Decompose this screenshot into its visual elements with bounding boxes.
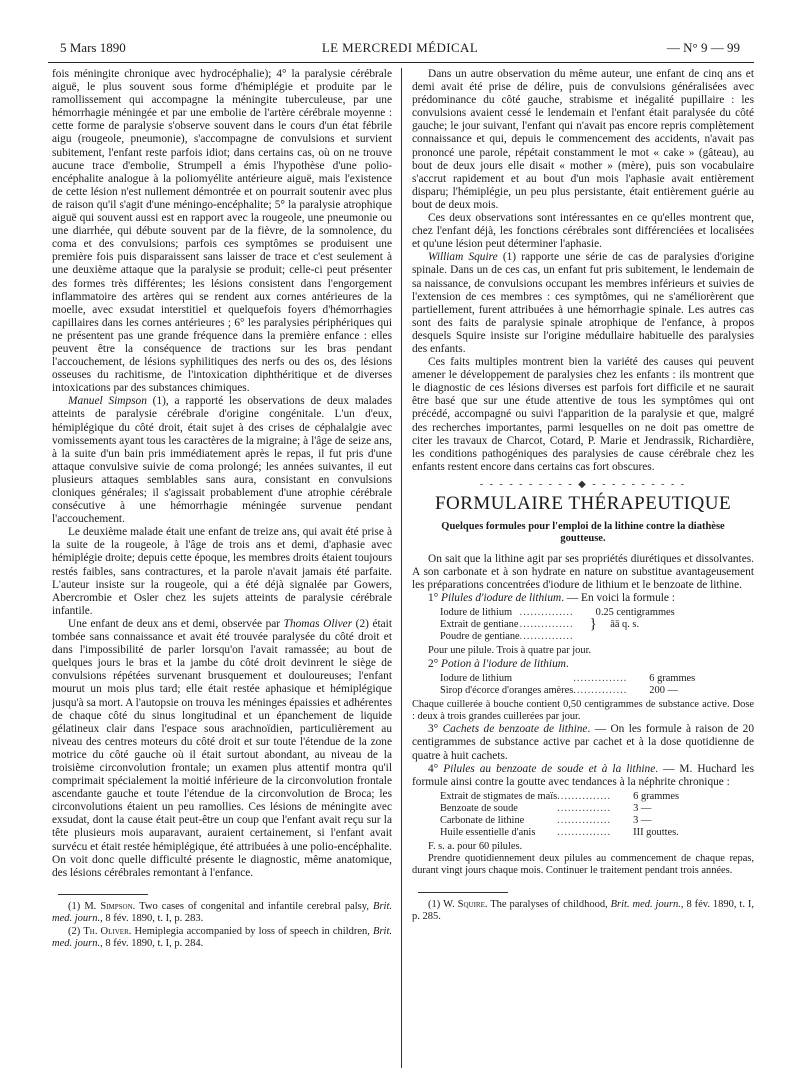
paragraph-lead: Une enfant de deux ans et demi, observée par bbox=[68, 617, 284, 630]
paragraph-conclusion: Ces faits multiples montrent bien la variété des causes qui peuvent amener le développement de paralysies chez les enfants : ils montrent que le diagnostic de ces lésions diverses est parfois fort difficile et ne saurait être basé que sur une étude attentive de tous les symptômes qui ont précédé, accompagné ou suivi l'apparition de la paralysie et que, malgré des recherches importantes, parmi lesquelles on ne doit pas omettre de citer les travaux de Charcot, Cotard, P. Marie et Jendrassik, Richardière, les conditions pathogéniques des paralysies de cause cérébrale chez les enfants restent encore dans certains cas fort obscures. bbox=[412, 356, 754, 473]
formula-row: Benzoate de soude ............... 3 — bbox=[440, 802, 652, 814]
footnote-1: (1) W. Squire. The paralyses of childhood, Brit. med. journ., 8 fév. 1890, t. I, p. 285. bbox=[412, 898, 754, 923]
formula-4-table bbox=[440, 791, 679, 839]
formula-4-heading: 4° Pilules au benzoate de soude et à la lithine. — M. Huchard les formule ainsi contre la goutte avec tendances à la néphrite chronique : bbox=[412, 762, 754, 788]
left-column bbox=[52, 68, 392, 1048]
formula-1-note: Pour une pilule. Trois à quatre par jour. bbox=[428, 645, 592, 657]
formula-3: 3° Cachets de benzoate de lithine. — On les formule à raison de 20 centigrammes de substance active par cachet et à la dose quotidienne de quatre à huit cachets. bbox=[412, 723, 754, 762]
formula-row: Sirop d'écorce d'oranges amères ............... 200 — bbox=[440, 684, 678, 696]
section-title: FORMULAIRE THÉRAPEUTIQUE bbox=[434, 493, 732, 514]
header-rule bbox=[48, 62, 754, 63]
formula-row: Carbonate de lithine ............... 3 — bbox=[440, 814, 652, 826]
brace-glyph: } bbox=[589, 616, 597, 633]
paragraph-intro: On sait que la lithine agit par ses propriétés diurétiques et dissolvantes. A son carbonate et à son hydrate en nature on substitue avantageusement les préparations concentrées d'iodure de lithium et le benzoate de lithine. bbox=[412, 553, 754, 592]
formula-row: Extrait de gentiane ............... } āā q. s. bbox=[440, 619, 675, 631]
paragraph-text: (1), a rapporté les observations de deux malades atteints de paralysie cérébrale d'origine congénitale. L'un d'eux, hémiplégique du côté droit, était sujet à des crises de céphalalgie avec vomissements ayant tous les caractères de la migraine; à l'âge de seize ans, à la suite d'un bain pris immédiatement après le repas, il fut pris d'une attaque convulsive suivie de coma prolongé; les années suivantes, il eut plusieurs attaques semblables sans aura, consistant en convulsions cloniques générales; il s'agissait probablement d'une atrophie cérébrale consécutive à une hémorrhagie méningée survenue pendant l'accouchement. bbox=[52, 395, 392, 526]
formula-row: Iodure de lithium ............... 0.25 centigrammes bbox=[440, 607, 675, 619]
section-subtitle: Quelques formules pour l'emploi de la lithine contre la diathèse goutteuse. bbox=[441, 521, 725, 544]
author-name: William Squire bbox=[428, 251, 498, 264]
right-column bbox=[412, 68, 754, 1068]
paragraph-second-patient: Le deuxième malade était une enfant de treize ans, qui avait été prise à la suite de la rougeole, à l'âge de trois ans et demi, d'aphasie avec hémiplégie droite; depuis cette époque, les membres droits étaient toujours restés faibles, sans contractures, et la parole n'avait jamais été parfaite. L'auteur insiste sur la rougeole, qui a été déjà signalée par Gowers, Abercrombie et Osler chez les sujets atteints de paralysie cérébrale infantile. bbox=[52, 526, 392, 617]
formula-row: Iodure de lithium ............... 6 grammes bbox=[440, 672, 696, 684]
paragraph-squire bbox=[412, 251, 754, 356]
formula-row: Extrait de stigmates de maïs ............... 6 grammes bbox=[440, 790, 680, 802]
footnote-1: (1) M. Simpson. Two cases of congenital and infantile cerebral palsy, Brit. med. journ., 8 fév. 1890, t. I, p. 283. bbox=[52, 900, 392, 925]
footnotes-left bbox=[52, 901, 392, 951]
formula-2-note: Chaque cuillerée à bouche contient 0,50 centigrammes de substance active. Dose : deux à trois grandes cuillerées par jour. bbox=[412, 698, 754, 723]
footnotes-right bbox=[412, 899, 754, 924]
formula-1-heading: 1° Pilules d'iodure de lithium. — En voici la formule : bbox=[428, 592, 675, 605]
column-divider bbox=[401, 68, 402, 1068]
journal-title: LE MERCREDI MÉDICAL bbox=[321, 40, 479, 55]
formula-2-heading: 2° Potion à l'iodure de lithium. bbox=[428, 657, 569, 670]
formula-row: Huile essentielle d'anis ............... III gouttes. bbox=[440, 826, 679, 838]
formula-2-table bbox=[440, 673, 695, 697]
formula-4-note: Prendre quotidiennement deux pilules au commencement de chaque repas, durant vingt jours chaque mois. Continuer le traitement pendant trois années. bbox=[412, 853, 754, 877]
paragraph-paralysis-types: fois méningite chronique avec hydrocéphalie); 4° la paralysie cérébrale aiguë, le plus souvent sous forme d'hémiplégie et produite par le ramollissement qui accompagne la méningite tuberculeuse, par une hémorrhagie méningée et par une embolie de l'artère cérébrale moyenne : cette forme de paralysie s'observe souvent dans le cours d'un état fébrile aigu (rougeole, pneumonie), s'accompagne de convulsions et survient subitement, l'enfant reste parfois idiot; dans certains cas, où on ne trouve aucune trace d'embolie, Strumpell a émis l'hypothèse d'une polio-encéphalite analogue à la poliomyélite antérieure aiguë, mais l'existence de cette lésion n'est nullement démontrée et on pourrait soutenir avec plus de raison qu'il s'agit d'une méningo-encéphalite; 5° la paralysie atrophique aiguë qui souvent aussi est en rapport avec la rougeole, une pneumonie ou une diarrhée, qui débute souvent par de la fièvre, de la somnolence, du coma et des convulsions; parfois ces symptômes se produisent une première fois puis disparaissent sans laisser de trace et c'est seulement à une deuxième attaque que la paralysie se produit; celle-ci peut présenter des formes très différentes; les lésions consistent dans l'engorgement inflammatoire des artères qui se rendent aux cornes antérieures de la moelle, avec exsudat interstitiel et quelquefois foyers d'hémorrhagies capillaires dans les cornes antérieures ; 6° les paralysies périphériques qui ne présentent pas une grande fréquence dans la première enfance : elles peuvent être la conséquence de tractions sur les bras pendant l'accouchement, de lésions syphilitiques des nerfs ou des os, des lésions osseuses du rachitisme, de l'intoxication diphthéritique et de diverses intoxications par des substances chimiques. bbox=[52, 68, 392, 395]
paragraph-text: (2) était tombée sans connaissance et avait été trouvée paralysée du côté droit et dans l'impossibilité de parler lorsqu'on l'avait ramassée; au bout de quelques jours le bras et la jambe du côté droit devinrent le siège de convulsions répétées survenant brusquement et douloureuses; l'enfant mourut un mois plus tard; elle était restée aphasique et hémiplégique jusqu'à sa mort. A l'autopsie on trouva les méninges épaissies et adhérentes de chaque côté du sinus longitudinal et un épanchement de liquide gélatineux clair dans l'espace sous arachnoïdien, particulièrement au niveau des centres moteurs du côté droit et sur toute l'étendue de la zone motrice du côté gauche où il était surtout abondant, au niveau de la troisième circonvolution frontale; un examen plus attentif montra qu'il comprimait spécialement la moitié inférieure de la circonvolution frontale ascendante gauche et toute l'étendue de la circonvolution de Broca; les circonvolutions étaient un peu ramollies. Ces lésions de méningite avec exsudat, dont la cause était peut-être un coup que l'enfant avait reçu sur la tête plusieurs mois auparavant, auraient certainement, si l'enfant avait survécu et était restée hémiplégique, été attribuées à une polio-encéphalite. On voit donc quelle difficulté présente le diagnostic, même anatomique, des lésions cérébrales remontant à l'enfance. bbox=[52, 617, 392, 879]
footnote-rule bbox=[58, 894, 148, 895]
paragraph-oliver bbox=[52, 618, 392, 880]
section-ornament: - - - - - - - - - - ◆ - - - - - - - - - - bbox=[479, 478, 687, 490]
author-name: Manuel Simpson bbox=[68, 395, 147, 408]
running-header bbox=[60, 40, 740, 56]
paragraph-another-case: Dans un autre observation du même auteur, une enfant de cinq ans et demi avait été prise de délire, puis de convulsions généralisées avec prédominance du côté gauche, strabisme et inégalité pupillaire : les convulsions avaient cessé le lendemain et l'enfant était paralysée du côté gauche; le jour suivant, l'enfant qui n'avait pas encore repris complètement connaissance et qui, depuis le commencement des accidents, n'avait pas prononcé une parole, répétait constamment le mot « cake » (gâteau), au bout de deux jours elle disait « mother » (mère), puis son vocabulaire s'accrut rapidement et au bout d'un mois l'aphasie avait entièrement disparu; l'hémiplégie, un peu plus persistante, était entièrement guérie au bout de deux mois. bbox=[412, 68, 754, 211]
footnote-rule bbox=[418, 892, 508, 893]
paragraph-text: (1) rapporte une série de cas de paralysies d'origine spinale. Dans un de ces cas, un enfant fut pris subitement, le lendemain de sa naissance, de convulsions occupant les membres inférieurs et suivies de l'extension de ces membres : ces symptômes, qui ne s'améliorèrent que partiellement, furent attribuées à une hémorrhagie spinale. Les autres cas sont des faits de paralysie spinale atrophique de l'enfance, à propos desquels Squire insiste sur l'origine médullaire habituelle des paralysies des enfants. bbox=[412, 251, 754, 355]
formula-row: Poudre de gentiane ............... bbox=[440, 631, 574, 643]
author-name: Thomas Oliver bbox=[283, 617, 353, 630]
page-number: — N° 9 — 99 bbox=[666, 40, 740, 55]
formula-1-table bbox=[440, 607, 675, 643]
footnote-2: (2) Th. Oliver. Hemiplegia accompanied by loss of speech in children, Brit. med. journ., 8 fév. 1890, t. I, p. 284. bbox=[52, 925, 392, 950]
issue-date: 5 Mars 1890 bbox=[60, 40, 126, 55]
paragraph-simpson bbox=[52, 395, 392, 526]
paragraph-observations: Ces deux observations sont intéressantes en ce qu'elles montrent que, chez l'enfant déjà, les fonctions cérébrales sont différenciées et localisées et qu'une lésion peut déterminer l'aphasie. bbox=[412, 212, 754, 251]
formula-4-fsa: F. s. a. pour 60 pilules. bbox=[428, 840, 523, 852]
